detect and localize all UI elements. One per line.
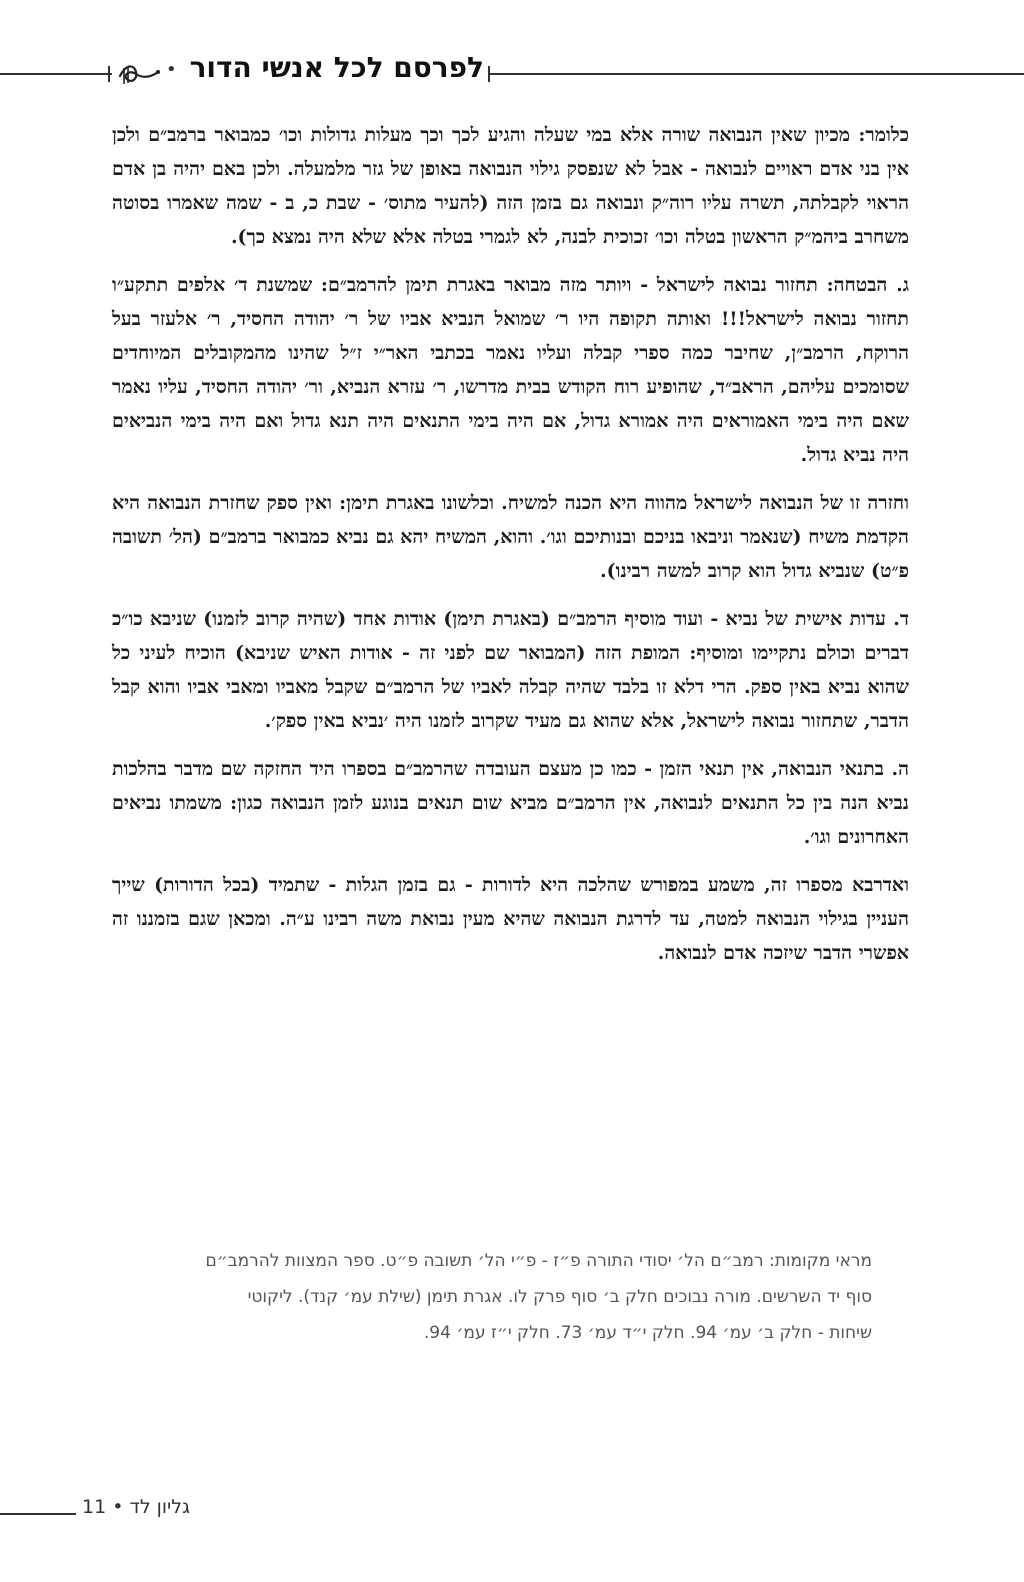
paragraph: וחזרה זו של הנבואה לישראל מהווה היא הכנה למשיח. וכלשונו באגרת תימן: ואין ספק שחזרת הנבואה היא הקדמת משיח (שנאמר וניבאו בניכם ובנותיכם וגו׳. והוא, המשיח יהא גם נביא כמבואר ברמב״ם (הל׳ תשובה פ״ט) שנביא גדול הוא קרוב למשה רבינו).: [112, 492, 909, 582]
source-line: מראי מקומות: רמב״ם הל׳ יסודי התורה פ״ז - פ״י הל׳ תשובה פ״ט. ספר המצוות להרמב״ם: [205, 1251, 872, 1271]
source-line: סוף יד השרשים. מורה נבוכים חלק ב׳ סוף פרק לו. אגרת תימן (שילת עמ׳ קנד). ליקוטי: [247, 1287, 872, 1307]
source-references: [112, 1243, 872, 1351]
header-title: לפרסם לכל אנשי הדור: [189, 51, 484, 84]
article-body: [112, 118, 909, 984]
paragraph: ה. בתנאי הנבואה, אין תנאי הזמן - כמו כן מעצם העובדה שהרמב״ם בספרו היד החזקה שם מדבר בהלכות נביא הנה בין כל התנאים לנבואה, אין הרמב״ם מביא שום תנאים בנוגע לזמן הנבואה כגון: משמתו נביאים האחרונים וגו׳.: [112, 758, 909, 848]
footer-issue-page-label: גליון לד • 11: [82, 1496, 190, 1518]
paragraph: ג. הבטחה: תחזור נבואה לישראל - ויותר מזה מבואר באגרת תימן להרמב״ם: שמשנת ד׳ אלפים תתקע״ו תחזור נבואה לישראל!!! ואותה תקופה היו ר׳ שמואל הנביא אביו של ר׳ יהודה החסיד, ר׳ אלעזר בעל הרוקח, הרמב״ן, שחיבר כמה ספרי קבלה ועליו נאמר בכתבי האר״י ז״ל שהינו מהמקובלים המיוחדים שסומכים עליהם, הראב״ד, שהופיע רוח הקודש בבית מדרשו, ר׳ עזרא הנביא, ור׳ יהודה החסיד, עליו נאמר שאם היה בימי האמוראים היה אמורא גדול, אם היה בימי התנאים היה תנא גדול ואם היה בימי הנביאים היה נביא גדול.: [112, 274, 909, 466]
header-separator-dot: •: [166, 59, 177, 80]
header-rule-right: [490, 73, 1024, 75]
page-footer: [0, 1492, 260, 1532]
footer-rule: [0, 1513, 76, 1515]
source-line: שיחות - חלק ב׳ עמ׳ 94. חלק י״ד עמ׳ 73. חלק י״ז עמ׳ 94.: [423, 1323, 872, 1343]
header-rule-end-mark: [108, 66, 110, 82]
paragraph: ד. עדות אישית של נביא - ועוד מוסיף הרמב״ם (באגרת תימן) אודות אחד (שהיה קרוב לזמנו) שניבא כו״כ דברים וכולם נתקיימו ומוסיף: המופת הזה (המבואר שם לפני זה - אודות האיש שניבא) הוכיח לעיני כל שהוא נביא באין ספק. הרי דלא זו בלבד שהיה קבלה לאביו של הרמב״ם שקבל מאביו ומאבי אביו והוא קבל הדבר, שתחזור נבואה לישראל, אלא שהוא גם מעיד שקרוב לזמנו היה ׳נביא באין ספק׳.: [112, 608, 909, 732]
running-header: [0, 48, 1024, 98]
paragraph: ואדרבא מספרו זה, משמע במפורש שהלכה היא לדורות - גם בזמן הגלות - שתמיד (בכל הדורות) שייך העניין בגילוי הנבואה למטה, עד לדרגת הנבואה שהיא מעין נבואת משה רבינו ע״ה. ומכאן שגם בזמננו זה אפשרי הדבר שיזכה אדם לנבואה.: [112, 874, 909, 964]
paragraph: כלומר: מכיון שאין הנבואה שורה אלא במי שעלה והגיע לכך וכך מעלות גדולות וכו׳ כמבואר ברמב״ם ולכן אין בני אדם ראויים לנבואה - אבל לא שנפסק גילוי הנבואה באופן של גזר מלמעלה. ולכן באם יהיה בן אדם הראוי לקבלתה, תשרה עליו רוה״ק ונבואה גם בזמן הזה (להעיר מתוס׳ - שבת כ, ב - שמה שאמרו בסוטה משחרב ביהמ״ק הראשון בטלה וכו׳ זכוכית לבנה, לא לגמרי בטלה אלא שלא היה נמצא כך).: [112, 124, 909, 248]
flourish-ornament-icon: [116, 56, 162, 90]
header-rule-left: [0, 73, 112, 75]
